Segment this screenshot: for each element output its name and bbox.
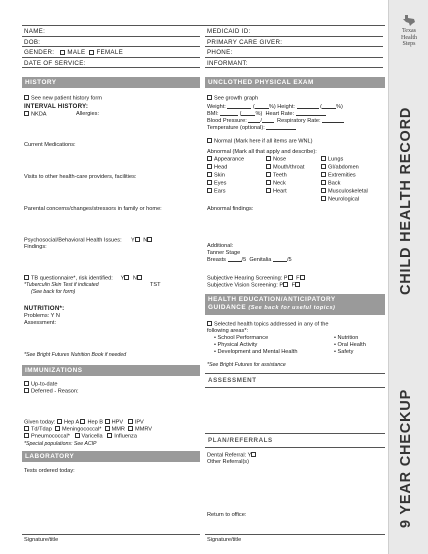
oral-health-label: Oral Health — [337, 342, 366, 348]
influenza-checkbox[interactable] — [107, 433, 112, 438]
nose-label: Nose — [273, 156, 287, 163]
gi-abdomen-label: GI/abdomen — [328, 164, 359, 171]
logo-line-2: Health — [401, 34, 417, 41]
neck-label: Neck — [273, 180, 286, 187]
eyes-checkbox[interactable] — [207, 180, 212, 185]
pneumococcal-label: Pneumococcal* — [31, 433, 70, 440]
hearing-fail-label: F — [296, 275, 300, 282]
teeth-label: Teeth — [273, 172, 287, 179]
psychosocial-yes-checkbox[interactable] — [135, 237, 140, 242]
additional-label: Additional: — [207, 243, 234, 249]
weight-field[interactable] — [227, 104, 251, 109]
varicella-label: Varicella — [81, 433, 103, 440]
heart-rate-field[interactable] — [296, 111, 326, 116]
date-of-service-field[interactable] — [22, 58, 200, 69]
neurological-label: Neurological — [328, 196, 360, 203]
dob-label: DOB: — [24, 38, 41, 46]
signature-label-left: Signature/title — [24, 537, 59, 543]
genitalia-label: Genitalia — [249, 257, 272, 263]
current-medications-label: Current Medications: — [24, 142, 76, 148]
texas-health-steps-logo — [391, 14, 427, 48]
assessment-rule — [205, 373, 385, 374]
growth-graph-label: See growth graph — [214, 95, 259, 102]
physical-exam-header: UNCLOTHED PHYSICAL EXAM — [205, 77, 385, 88]
tanner-row — [207, 257, 292, 264]
tb-no-checkbox[interactable] — [137, 275, 142, 280]
new-patient-checkbox[interactable] — [24, 95, 29, 100]
hep-b-label: Hep B — [87, 419, 104, 426]
bmi-pct-label: %) — [255, 111, 263, 117]
height-field[interactable] — [297, 104, 319, 109]
weight-height-row: Weight: ( %) Height: ( %) — [207, 104, 343, 110]
genitalia-field[interactable] — [273, 257, 287, 262]
bmi-label: BMI: — [207, 111, 219, 117]
gender-label: GENDER: — [24, 49, 55, 56]
findings-label: Findings: — [24, 244, 47, 250]
breasts-field[interactable] — [228, 257, 242, 262]
return-to-office-label: Return to office: — [207, 512, 247, 518]
pneumococcal-checkbox[interactable] — [24, 433, 29, 438]
school-performance-label: School Performance — [217, 335, 269, 341]
tb-no-label: N — [132, 275, 137, 282]
plan-rule — [205, 433, 385, 434]
guidance-bullets-left: • School Performance • Physical Activity • Development and Mental Health — [214, 335, 298, 355]
deferred-checkbox[interactable] — [24, 388, 29, 393]
name-label: NAME: — [24, 28, 46, 35]
head-checkbox[interactable] — [207, 164, 212, 169]
skin-checkbox[interactable] — [207, 172, 212, 177]
demographics-left — [22, 26, 200, 68]
lungs-label: Lungs — [328, 156, 344, 163]
primary-care-giver-field[interactable] — [205, 37, 383, 48]
female-label: FEMALE — [96, 49, 124, 56]
varicella-checkbox[interactable] — [75, 433, 80, 438]
hearing-fail-checkbox[interactable] — [300, 275, 305, 280]
other-referrals-label: Other Referral(s) — [207, 459, 249, 465]
hep-b-checkbox[interactable] — [80, 419, 85, 424]
growth-graph-option — [207, 95, 258, 102]
tb-yes-checkbox[interactable] — [124, 275, 129, 280]
health-education-header — [205, 294, 385, 315]
name-field[interactable] — [22, 26, 200, 37]
hep-a-checkbox[interactable] — [57, 419, 62, 424]
nutrition-problems-label: Problems: Y N — [24, 313, 60, 319]
given-today-label: Given today: — [24, 419, 56, 426]
vision-label: Subjective Vision Screening: P — [207, 282, 284, 289]
vision-row — [207, 282, 302, 289]
mmr-label: MMR — [111, 426, 125, 433]
new-patient-label: See new patient history form — [31, 95, 102, 102]
ipv-label: IPV — [134, 419, 144, 426]
influenza-label: Influenza — [114, 433, 137, 440]
informant-field[interactable] — [205, 58, 383, 69]
physical-activity-label: Physical Activity — [217, 342, 258, 348]
male-checkbox[interactable] — [60, 50, 65, 55]
psychosocial-yes-label: Y — [130, 237, 135, 244]
tst-label: TST — [150, 282, 161, 288]
breasts-of-label: /5 — [241, 257, 247, 263]
growth-graph-checkbox[interactable] — [207, 95, 212, 100]
ears-label: Ears — [214, 188, 226, 195]
hearing-pass-checkbox[interactable] — [288, 275, 293, 280]
guidance-subtitle: (See back for useful topics) — [248, 305, 336, 311]
bp-resp-row: Blood Pressure: / Respiratory Rate: — [207, 118, 344, 125]
abnormal-col-2 — [266, 156, 304, 196]
mmr-checkbox[interactable] — [105, 426, 110, 431]
signature-line-right[interactable] — [205, 534, 385, 535]
heart-label: Heart — [273, 188, 287, 195]
tests-ordered-label: Tests ordered today: — [24, 468, 75, 474]
tb-yes-label: Y — [120, 275, 125, 282]
mmrv-label: MMRV — [135, 426, 153, 433]
medicaid-id-label: MEDICAID ID: — [207, 28, 251, 35]
texas-map-icon — [402, 14, 416, 26]
guidance-title: GUIDANCE — [208, 304, 247, 311]
appearance-checkbox[interactable] — [207, 156, 212, 161]
temperature-row — [207, 125, 296, 132]
bright-futures-note: *See Bright Futures for assistance — [207, 362, 286, 368]
lungs-checkbox[interactable] — [321, 156, 326, 161]
ears-checkbox[interactable] — [207, 188, 212, 193]
plan-rule-bottom — [205, 447, 385, 448]
abnormal-findings-label: Abnormal findings: — [207, 206, 254, 212]
respiratory-rate-label: Respiratory Rate: — [277, 118, 321, 124]
deferred-label: Deferred - Reason: — [31, 388, 79, 395]
child-health-record-title: CHILD HEALTH RECORD — [398, 106, 414, 295]
bright-futures-nutrition-note: *See Bright Futures Nutrition Book if needed — [24, 352, 127, 358]
normal-checkbox[interactable] — [207, 138, 212, 143]
skin-label: Skin — [214, 172, 225, 179]
head-label: Head — [214, 164, 228, 171]
td-tdap-label: Td/Tdap — [31, 426, 52, 433]
dob-field[interactable] — [22, 37, 200, 48]
assessment-rule-bottom — [205, 387, 385, 388]
breasts-label: Breasts — [207, 257, 226, 263]
nutrition-assessment-label: Assessment: — [24, 320, 57, 326]
dental-yes-checkbox[interactable] — [251, 452, 256, 457]
male-label: MALE — [67, 49, 86, 56]
deferred-option — [24, 388, 79, 395]
laboratory-header: LABORATORY — [22, 451, 200, 462]
history-header: HISTORY — [22, 77, 200, 88]
immunizations-header: IMMUNIZATIONS — [22, 365, 200, 376]
psychosocial-no-label: N — [143, 237, 148, 244]
abnormal-col-3 — [321, 156, 368, 205]
normal-label: Normal (Mark here if all items are WNL) — [214, 138, 313, 145]
gi-abdomen-checkbox[interactable] — [321, 164, 326, 169]
meningococcal-label: Meningococcal* — [61, 426, 102, 433]
acip-note: *Special populations: See ACIP — [24, 441, 97, 447]
nose-checkbox[interactable] — [266, 156, 271, 161]
musculoskeletal-checkbox[interactable] — [321, 188, 326, 193]
up-to-date-label: Up-to-date — [31, 381, 58, 388]
height-label: Height: — [277, 104, 295, 110]
bp-diastolic-field[interactable] — [262, 118, 274, 123]
logo-line-1: Texas — [402, 28, 416, 34]
date-of-service-label: DATE OF SERVICE: — [24, 59, 86, 67]
signature-line-left[interactable] — [22, 534, 200, 535]
phone-field[interactable] — [205, 47, 383, 58]
tanner-stage-label: Tanner Stage — [207, 250, 241, 256]
meningococcal-checkbox[interactable] — [55, 426, 60, 431]
medicaid-id-field[interactable] — [205, 26, 383, 37]
development-mental-health-label: Development and Mental Health — [217, 349, 298, 355]
temperature-field[interactable] — [266, 125, 296, 130]
parental-concerns-label: Parental concerns/changes/stressors in family or home: — [24, 206, 162, 212]
signature-label-right: Signature/title — [207, 537, 242, 543]
tb-note: *Tuberculin Skin Test if indicated — [24, 282, 99, 288]
selected-topics-label: Selected health topics addressed in any of the — [214, 321, 329, 328]
psychosocial-label: Psychosocial/Behavioral Health Issues: — [24, 237, 122, 244]
blood-pressure-label: Blood Pressure: — [207, 118, 247, 124]
tb-questionnaire-label: TB questionnaire*, risk identified: — [31, 275, 113, 282]
musculoskeletal-label: Musculoskeletal — [328, 188, 368, 195]
safety-label: Safety — [337, 349, 354, 355]
weight-pct-label: %) — [268, 104, 276, 110]
appearance-label: Appearance — [214, 156, 245, 163]
health-education-title: HEALTH EDUCATION/ANTICIPATORY — [208, 296, 336, 303]
plan-referrals-header: PLAN/REFERRALS — [208, 437, 273, 444]
abnormal-header: Abnormal (Mark all that apply and describe): — [207, 149, 317, 155]
mmrv-checkbox[interactable] — [128, 426, 133, 431]
extremities-checkbox[interactable] — [321, 172, 326, 177]
bmi-field[interactable] — [220, 111, 238, 116]
abnormal-col-1 — [207, 156, 244, 196]
hpv-checkbox[interactable] — [105, 419, 110, 424]
neck-checkbox[interactable] — [266, 180, 271, 185]
height-pct-label: %) — [335, 104, 343, 110]
demographics-right — [205, 26, 383, 68]
vision-fail-label: F — [291, 282, 296, 289]
selected-topics-checkbox[interactable] — [207, 321, 212, 326]
hpv-label: HPV — [111, 419, 124, 426]
td-tdap-checkbox[interactable] — [24, 426, 29, 431]
checkup-age-title: 9 YEAR CHECKUP — [398, 388, 414, 528]
up-to-date-checkbox[interactable] — [24, 381, 29, 386]
nkda-label: NKDA — [31, 111, 47, 118]
interval-history-label: INTERVAL HISTORY: — [24, 103, 89, 110]
mouth-throat-label: Mouth/throat — [273, 164, 305, 171]
bmi-heart-row: BMI: ( %) Heart Rate: — [207, 111, 326, 118]
height-percentile-field[interactable] — [322, 104, 336, 109]
logo-line-3: Steps — [402, 41, 416, 48]
eyes-label: Eyes — [214, 180, 227, 187]
tb-back-note: (See back for form) — [31, 289, 76, 295]
allergies-label: Allergies: — [76, 111, 100, 117]
primary-care-giver-label: PRIMARY CARE GIVER: — [207, 38, 283, 46]
informant-label: INFORMANT: — [207, 59, 248, 67]
demographics — [22, 25, 385, 67]
guidance-bullets-right: • Nutrition • Oral Health • Safety — [334, 335, 366, 355]
given-today-row-3 — [24, 433, 137, 440]
bp-systolic-field[interactable] — [248, 118, 260, 123]
tb-questionnaire-checkbox[interactable] — [24, 275, 29, 280]
weight-percentile-field[interactable] — [255, 104, 269, 109]
psychosocial-no-checkbox[interactable] — [147, 237, 152, 242]
phone-label: PHONE: — [207, 49, 233, 56]
female-checkbox[interactable] — [89, 50, 94, 55]
heart-rate-label: Heart Rate: — [265, 111, 295, 117]
genitalia-of-label: /5 — [286, 257, 292, 263]
respiratory-rate-field[interactable] — [322, 118, 344, 123]
vision-fail-checkbox[interactable] — [295, 282, 300, 287]
teeth-checkbox[interactable] — [266, 172, 271, 177]
following-areas-label: following areas*: — [207, 328, 249, 334]
bmi-percentile-field[interactable] — [241, 111, 255, 116]
hearing-label: Subjective Hearing Screening: P — [207, 275, 288, 282]
weight-label: Weight: — [207, 104, 226, 110]
ipv-checkbox[interactable] — [128, 419, 133, 424]
heart-checkbox[interactable] — [266, 188, 271, 193]
new-patient-history — [24, 95, 102, 102]
vision-pass-checkbox[interactable] — [283, 282, 288, 287]
assessment-header: ASSESSMENT — [208, 377, 257, 384]
nutrition-topic-label: Nutrition — [337, 335, 359, 341]
nkda-option — [24, 111, 47, 118]
dental-referral-label: Dental Referral: Y — [207, 452, 252, 459]
nutrition-label: NUTRITION*: — [24, 305, 65, 312]
hep-a-label: Hep A — [63, 419, 79, 426]
extremities-label: Extremities — [328, 172, 356, 179]
back-checkbox[interactable] — [321, 180, 326, 185]
temperature-label: Temperature (optional): — [207, 125, 265, 131]
nkda-checkbox[interactable] — [24, 111, 29, 116]
visits-label: Visits to other health-care providers, facilities: — [24, 174, 137, 180]
neurological-checkbox[interactable] — [321, 196, 326, 201]
normal-option — [207, 138, 313, 145]
gender-field — [22, 47, 200, 58]
mouth-throat-checkbox[interactable] — [266, 164, 271, 169]
back-label: Back — [328, 180, 341, 187]
